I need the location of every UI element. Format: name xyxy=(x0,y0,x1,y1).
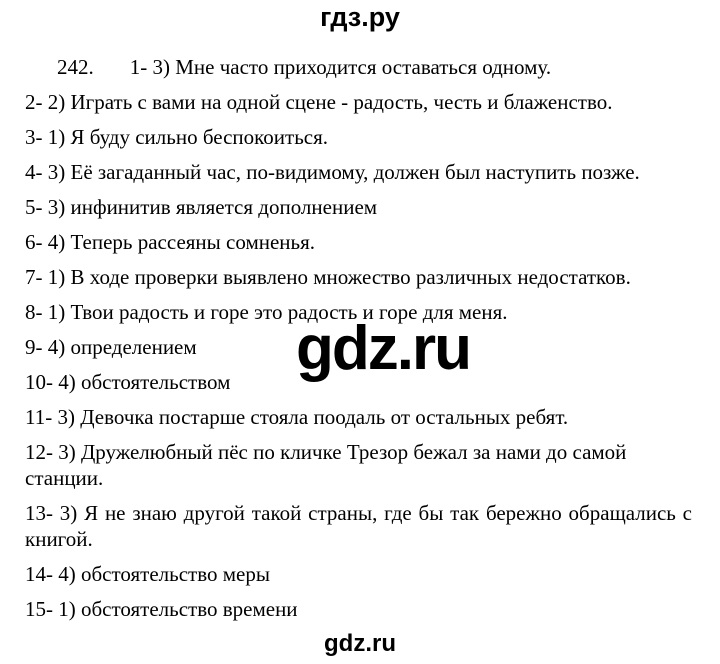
site-logo-header: гдз.ру xyxy=(320,2,400,32)
answer-line-6 xyxy=(25,229,692,255)
answer-text: 12- 3) Дружелюбный пёс по кличке Трезор бежал за нами до самой станции. xyxy=(25,440,627,490)
answer-line-2 xyxy=(25,89,692,115)
task-number: 242. xyxy=(57,55,94,79)
answer-text: 10- 4) обстоятельством xyxy=(25,370,231,394)
answer-line-12 xyxy=(25,439,692,491)
answer-line-4 xyxy=(25,159,692,185)
answer-line-5 xyxy=(25,194,692,220)
answer-text: 9- 4) определением xyxy=(25,335,197,359)
answer-text: 11- 3) Девочка постарше стояла поодаль от остальных ребят. xyxy=(25,405,569,429)
answer-text-wrap: книгой. xyxy=(25,527,93,551)
answer-text: 14- 4) обстоятельство меры xyxy=(25,562,270,586)
answer-text: 1- 3) Мне часто приходится оставаться одному. xyxy=(129,55,552,79)
answer-line-15 xyxy=(25,596,692,622)
site-logo-footer: gdz.ru xyxy=(324,630,396,657)
answer-text: 15- 1) обстоятельство времени xyxy=(25,597,298,621)
answer-text: 7- 1) В ходе проверки выявлено множество различных недостатков. xyxy=(25,265,631,289)
answer-text: 6- 4) Теперь рассеяны сомненья. xyxy=(25,230,316,254)
answer-line-7 xyxy=(25,264,692,290)
answer-text: 13- 3) Я не знаю другой такой страны, где бы так бережно обращались с xyxy=(25,501,692,525)
answer-line-13 xyxy=(25,500,692,552)
answer-text: 8- 1) Твои радость и горе это радость и горе для меня. xyxy=(25,300,508,324)
answer-line-11 xyxy=(25,404,692,430)
answer-text: 2- 2) Играть с вами на одной сцене - радость, честь и блаженство. xyxy=(25,90,613,114)
answer-line-1 xyxy=(25,54,692,80)
answer-line-3 xyxy=(25,124,692,150)
gdz-watermark: gdz.ru xyxy=(296,314,470,383)
answer-line-14 xyxy=(25,561,692,587)
answer-text: 3- 1) Я буду сильно беспокоиться. xyxy=(25,125,329,149)
answer-text: 4- 3) Её загаданный час, по-видимому, должен был наступить позже. xyxy=(25,160,640,184)
answer-text: 5- 3) инфинитив является дополнением xyxy=(25,195,378,219)
